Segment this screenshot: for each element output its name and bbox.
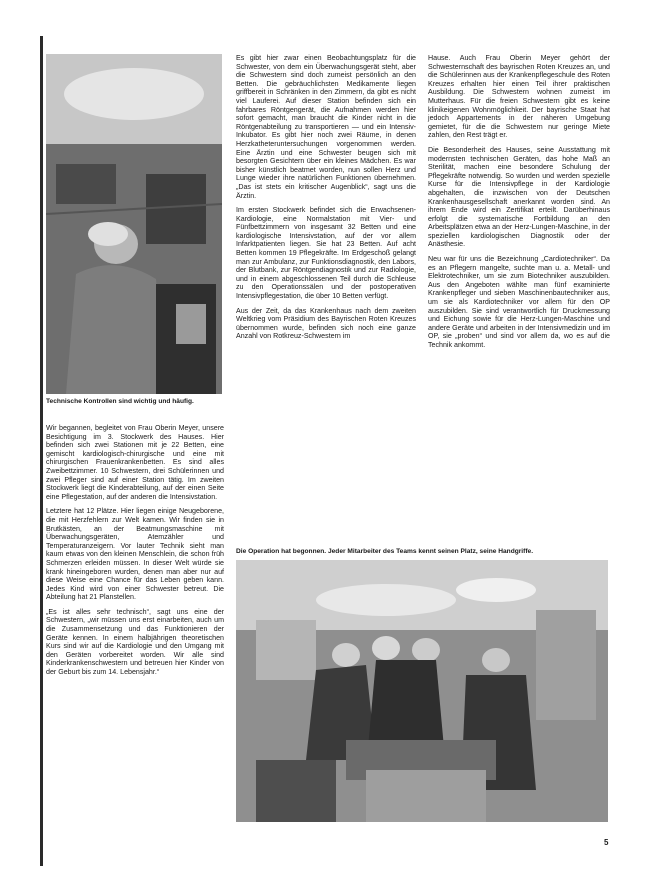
- paragraph: Wir begannen, begleitet von Frau Oberin Meyer, unsere Besichtigung im 3. Stockwerk des Hauses. Hier befinden sich zwei Stationen mit je 22 Betten, eine gemischt kardiologisch-chirurgische und eine mit chirurgischen Frauenkrankenbetten. Es sind alles Zweibettzimmer. 10 Schwestern, drei Schülerinnen und zwei Pfleger sind auf einer Station tätig. Im zweiten Stockwerk liegt die Kinderabteilung, auf der einen Seite eine Pflegestation, auf der anderen die Intensivstation.: [46, 424, 224, 501]
- technical-control-image: [46, 54, 222, 394]
- paragraph: Aus der Zeit, da das Krankenhaus nach dem zweiten Weltkrieg vom Präsidium des Bayrischen Roten Kreuzes übernommen wurde, befinden sich noch eine ganze Anzahl von Rotkreuz-Schwestern im: [236, 306, 416, 341]
- article-column-1: [46, 424, 224, 683]
- operation-photo: [236, 560, 608, 822]
- article-column-2: [236, 54, 416, 347]
- paragraph: „Es ist alles sehr technisch“, sagt uns eine der Schwestern, „wir müssen uns erst einarbeiten, auch um die Zusammensetzung und das Funktionieren der Geräte kennen. In einem halbjährigen theoretischen Kurs sind wir auf die Kardiologie und den Umgang mit den Geräten vorbereitet worden. Wir alle sind Kinderkrankenschwestern und betreuen hier Kinder von der Geburt bis zum 14. Lebensjahr.“: [46, 607, 224, 677]
- page-number: 5: [604, 838, 609, 847]
- technical-control-photo: [46, 54, 222, 394]
- paragraph: Letztere hat 12 Plätze. Hier liegen einige Neugeborene, die mit Herzfehlern zur Welt kamen. Wir finden sie in Brutkästen, an der Beatmungsmaschine mit Überwachungsgeräten, Atemzähler und Temperaturanzeigern. Vor lauter Technik sieht man kaum etwas von den kleinen Menschlein, die schon früh Schmerzen erleiden müssen. In dieser Welt würde sie krank hineingeboren wurden, denen man aber nur auf diese Weise eine Chance für das Leben geben kann. Jedes Kind wird von einer Schwester betreut. Die Abteilung hat 21 Planstellen.: [46, 507, 224, 602]
- paragraph: Hause. Auch Frau Oberin Meyer gehört der Schwesternschaft des bayrischen Roten Kreuzes an, und die Schülerinnen aus der Krankenpflegeschule des Roten Kreuzes erhalten hier einen Teil ihrer praktischen Ausbildung. Die Schwestern wohnen zumeist im Mutterhaus. Für die freien Schwestern gibt es keine klinikeigenen Wohnmöglichkeit. Der bayrische Staat hat jedoch Appartements in der näheren Umgebung gemietet, für die die Schwestern nur geringe Miete zahlen, den Rest trägt er.: [428, 54, 610, 140]
- operation-image: [236, 560, 608, 822]
- paragraph: Die Besonderheit des Hauses, seine Ausstattung mit modernsten technischen Geräten, das hohe Maß an Sterilität, machen eine besondere Schulung der Pflegekräfte notwendig. So wurden und werden spezielle Kurse für die Intensivpflege in der Kardiologie abgehalten, die inzwischen von der Deutschen Krankenhausgesellschaft anerkannt worden sind. An ihrem Ende wird ein Zertifikat erteilt. Darüberhinaus erfolgt die systematische Fortbildung an den Arbeitsplätzen etwa an der Herz-Lungen-Maschine, in der speziellen kardiologischen Diagnostik oder der Anästhesie.: [428, 145, 610, 249]
- paragraph: Im ersten Stockwerk befindet sich die Erwachsenen-Kardiologie, eine Normalstation mit Vier- und Fünfbettzimmern von insgesamt 32 Betten und eine kardiologische Intensivstation, auf der vor allem Infarktpatienten liegen. Sie hat 23 Betten. Auf acht Betten kommen 19 Pflegekräfte. Im Erdgeschoß gelangt man zur Ambulanz, zur Funktionsdiagnostik, den Labors, der Blutbank, zur Röntgendiagnostik und zur Radiologie, und in einem abgeschlossenen Teil durch die Schleuse zu den Operationssälen und der postoperativen Intensivpflegestation, die über 10 Betten verfügt.: [236, 206, 416, 301]
- paragraph: Es gibt hier zwar einen Beobachtungsplatz für die Schwester, von dem ein Überwachungsgerät steht, aber die Schwestern sind doch zumeist persönlich an den Betten. Die gebräuchlichsten Medikamente liegen griffbereit in Schränken in den Zimmern, da gibt es nicht viel Lauferei. Auf dieser Station befinden sich ein fahrbares Röntgengerät, die Aufnahmen werden hier sofort gemacht, man braucht die Kinder nicht in die Röntgenabteilung zu transportieren — und ein Intensiv-Inkubator. Es gibt hier noch zwei Räume, in denen Herzkatheteruntersuchungen vorgenommen werden. Eine Ärztin und eine Schwester beugen sich mit besorgten Gesichtern über ein kleines Mädchen. Es war bisher künstlich beatmet worden, nun sollen Herz und Lunge wieder ihre natürlichen Funktionen übernehmen. „Das ist stets ein kritischer Augenblick“, sagt uns die Ärztin.: [236, 54, 416, 200]
- operation-photo-caption: Die Operation hat begonnen. Jeder Mitarbeiter des Teams kennt seinen Platz, seine Handgriffe.: [236, 548, 534, 555]
- paragraph: Neu war für uns die Bezeichnung „Cardiotechniker“. Da es an Pflegern mangelte, suchte man u. a. Metall- und Elektrotechniker, um sie zum Biotechniker auszubilden. Aus den Angeboten wählte man fünf examinierte Krankenpfleger und sieben Maschinenbautechniker aus, um sie als Kardiotechniker vor allem für den OP auszubilden. Sie sind verantwortlich für Druckmessung und Eichung sowie für die Herz-Lungen-Maschine und andere Geräte und arbeiten in der Intensivmedizin und im OP, sie „proben“ und sind vor allem da, wo es auf die Technik ankommt.: [428, 255, 610, 349]
- article-column-3: [428, 54, 610, 356]
- scan-edge: [40, 36, 43, 866]
- left-photo-caption: Technische Kontrollen sind wichtig und häufig.: [46, 398, 194, 405]
